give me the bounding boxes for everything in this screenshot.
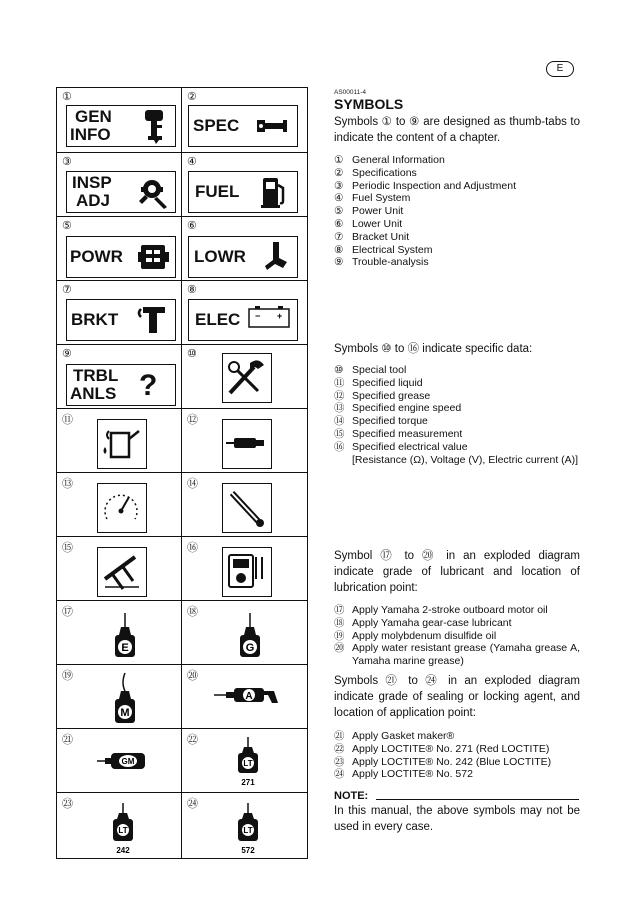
bracket-icon xyxy=(135,303,169,337)
brkt-tab: BRKT xyxy=(66,299,176,341)
powr-tab: POWR xyxy=(66,236,176,278)
symbol-number: ⑲ xyxy=(62,670,73,682)
svg-text:LT: LT xyxy=(243,826,253,835)
engine-block-icon xyxy=(137,240,171,274)
symbol-number: ⑰ xyxy=(62,606,73,618)
wrench-gear-icon xyxy=(137,175,171,209)
symbol-cell-8 xyxy=(182,281,306,345)
svg-text:M: M xyxy=(120,707,130,719)
symbol-cell-23 xyxy=(57,793,181,857)
oil-bottle-e-icon xyxy=(111,611,139,661)
engine-speed-symbol xyxy=(97,483,147,533)
symbol-number: ⑯ xyxy=(187,542,198,554)
svg-text:G: G xyxy=(245,642,255,654)
note-text: In this manual, the above symbols may not be used in every case. xyxy=(334,805,580,833)
tachometer-icon xyxy=(99,485,143,529)
lube-intro: Symbol ⑰ to ⑳ in an exploded diagram indicate grade of lubricant and location of lubrication point: xyxy=(334,550,580,594)
list-item: ⑦ Bracket Unit xyxy=(334,230,410,243)
symbol-number: ⑤ xyxy=(62,220,72,232)
spec-tab: SPEC xyxy=(188,105,298,147)
list-item: ⑤ Power Unit xyxy=(334,205,404,218)
symbol-cell-16 xyxy=(182,537,306,601)
multimeter-icon xyxy=(224,549,268,593)
specified-torque-symbol xyxy=(222,483,272,533)
oil-can-icon xyxy=(99,421,143,465)
reference-code: AS00011-4 xyxy=(334,89,367,96)
list-item: ⑱ Apply Yamaha gear-case lubricant xyxy=(334,616,512,629)
symbol-number: ⑱ xyxy=(187,606,198,618)
symbol-cell-11 xyxy=(57,409,181,473)
trbl-anls-tab: TRBL ANLS ? xyxy=(66,364,176,406)
symbol-number: ㉔ xyxy=(187,798,198,810)
symbol-cell-12 xyxy=(182,409,306,473)
symbol-number: ⑧ xyxy=(187,284,197,296)
symbol-number: ⑩ xyxy=(187,348,197,360)
gasket-maker-tube-icon xyxy=(95,749,151,773)
svg-text:E: E xyxy=(121,642,129,654)
data-intro: Symbols ⑩ to ⑯ indicate specific data: xyxy=(334,343,533,355)
svg-text:LT: LT xyxy=(243,759,253,768)
symbol-cell-9 xyxy=(57,345,181,409)
question-mark-icon: ? xyxy=(139,369,158,402)
loctite-242-icon xyxy=(109,801,137,857)
data-list xyxy=(334,364,580,454)
specified-liquid-symbol xyxy=(97,419,147,469)
list-item: ⑯ Specified electrical value xyxy=(334,440,468,453)
list-item: ㉒ Apply LOCTITE® No. 271 (Red LOCTITE) xyxy=(334,742,550,755)
symbol-cell-21 xyxy=(57,729,181,793)
symbol-cell-14 xyxy=(182,473,306,537)
symbol-cell-15 xyxy=(57,537,181,601)
list-item: ⑭ Specified torque xyxy=(334,415,428,428)
page-title: SYMBOLS xyxy=(334,96,404,112)
symbol-cell-10 xyxy=(182,345,306,409)
symbol-number: ⑳ xyxy=(187,670,198,682)
list-item: ⑬ Specified engine speed xyxy=(334,402,462,415)
list-item: ④ Fuel System xyxy=(334,192,411,205)
vernier-caliper-icon xyxy=(99,549,143,593)
list-item: ⑩ Special tool xyxy=(334,364,407,376)
symbol-cell-2 xyxy=(182,88,306,152)
gen-info-tab: GEN INFO xyxy=(66,105,176,147)
list-item: ⑲ Apply molybdenum disulfide oil xyxy=(334,629,497,642)
list-item: ③ Periodic Inspection and Adjustment xyxy=(334,179,517,192)
list-item: ⑥ Lower Unit xyxy=(334,217,403,230)
svg-text:572: 572 xyxy=(241,846,255,855)
symbol-number: ⑦ xyxy=(62,284,72,296)
symbol-cell-20 xyxy=(182,665,306,729)
symbol-cell-17 xyxy=(57,601,181,665)
list-item: ⑨ Trouble-analysis xyxy=(334,256,429,269)
symbol-grid xyxy=(56,87,308,859)
chapter-list xyxy=(334,154,580,269)
loctite-572-icon xyxy=(234,801,262,857)
symbol-number: ⑫ xyxy=(187,414,198,426)
note-title: NOTE: xyxy=(334,790,369,802)
symbol-cell-18 xyxy=(182,601,306,665)
list-item: ⑫ Specified grease xyxy=(334,389,431,402)
symbol-cell-13 xyxy=(57,473,181,537)
symbol-number: ② xyxy=(187,91,197,103)
symbol-number: ⑪ xyxy=(62,414,73,426)
symbol-number: ⑮ xyxy=(62,542,73,554)
electrical-value-note: [Resistance (Ω), Voltage (V), Electric current (A)] xyxy=(352,454,579,466)
lowr-tab: LOWR xyxy=(188,236,298,278)
symbol-cell-1 xyxy=(57,88,181,152)
svg-text:271: 271 xyxy=(241,778,255,787)
special-tool-icon xyxy=(224,355,268,399)
svg-text:LT: LT xyxy=(118,826,128,835)
svg-text:GM: GM xyxy=(121,757,135,766)
lower-unit-icon xyxy=(261,240,291,274)
svg-text:242: 242 xyxy=(116,846,130,855)
special-tool-symbol xyxy=(222,353,272,403)
specified-grease-symbol xyxy=(222,419,272,469)
oil-bottle-g-icon xyxy=(236,611,264,661)
specified-measurement-symbol xyxy=(97,547,147,597)
grease-gun-icon xyxy=(224,421,268,465)
note-rule xyxy=(376,799,579,800)
oil-bottle-m-icon xyxy=(111,671,139,727)
svg-text:A: A xyxy=(245,691,253,702)
list-item: ㉔ Apply LOCTITE® No. 572 xyxy=(334,768,473,781)
page-badge: E xyxy=(546,61,574,77)
seal-list xyxy=(334,730,580,781)
symbol-cell-7 xyxy=(57,281,181,345)
grease-tube-a-icon xyxy=(212,683,282,713)
symbol-cell-3 xyxy=(57,153,181,217)
symbol-cell-6 xyxy=(182,217,306,281)
outboard-motor-icon xyxy=(137,108,171,144)
symbol-number: ⑥ xyxy=(187,220,197,232)
insp-adj-tab: INSP ADJ xyxy=(66,171,176,213)
list-item: ⑮ Specified measurement xyxy=(334,427,463,440)
elec-tab: ELEC − + xyxy=(188,299,298,341)
symbol-number: ⑨ xyxy=(62,348,72,360)
list-item: ㉓ Apply LOCTITE® No. 242 (Blue LOCTITE) xyxy=(334,755,552,768)
fuel-pump-icon xyxy=(259,175,289,209)
symbol-number: ① xyxy=(62,91,72,103)
intro-paragraph: Symbols ① to ⑨ are designed as thumb-tabs to indicate the content of a chapter. xyxy=(334,116,580,144)
list-item: ㉑ Apply Gasket maker® xyxy=(334,730,455,742)
symbol-cell-4 xyxy=(182,153,306,217)
symbol-number: ㉑ xyxy=(62,734,73,746)
symbol-cell-22 xyxy=(182,729,306,793)
battery-icon xyxy=(247,304,291,330)
fuel-tab: FUEL xyxy=(188,171,298,213)
list-item: ② Specifications xyxy=(334,166,417,179)
caliper-icon xyxy=(253,116,291,136)
list-item: ⑳ Apply water resistant grease (Yamaha grease A, Yamaha marine grease) xyxy=(334,642,580,668)
list-item: ① General Information xyxy=(334,154,445,166)
symbol-number: ⑬ xyxy=(62,478,73,490)
symbol-number: ④ xyxy=(187,156,197,168)
svg-text:+: + xyxy=(277,311,283,321)
electrical-value-symbol xyxy=(222,547,272,597)
lube-list xyxy=(334,604,580,668)
seal-intro: Symbols ㉑ to ㉔ in an exploded diagram indicate grade of sealing or locking agent, and location of application point: xyxy=(334,675,580,719)
loctite-271-icon xyxy=(234,735,262,789)
list-item: ⑰ Apply Yamaha 2-stroke outboard motor oil xyxy=(334,604,548,616)
symbol-cell-5 xyxy=(57,217,181,281)
list-item: ⑧ Electrical System xyxy=(334,243,433,256)
list-item: ⑪ Specified liquid xyxy=(334,376,423,389)
symbol-number: ㉓ xyxy=(62,798,73,810)
symbol-number: ③ xyxy=(62,156,72,168)
symbol-cell-19 xyxy=(57,665,181,729)
torque-wrench-icon xyxy=(224,485,268,529)
symbol-number: ㉒ xyxy=(187,734,198,746)
symbol-cell-24 xyxy=(182,793,306,857)
symbol-number: ⑭ xyxy=(187,478,198,490)
svg-text:−: − xyxy=(255,311,261,321)
